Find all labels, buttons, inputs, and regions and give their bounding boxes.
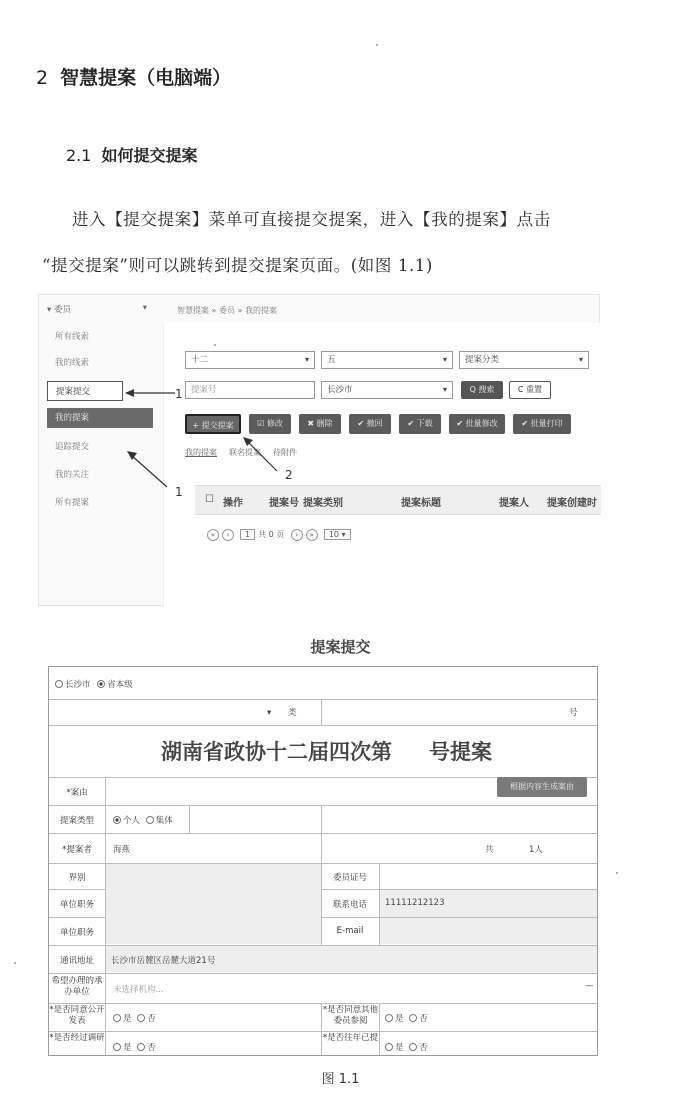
- label-member-id: 委员证号: [332, 873, 367, 883]
- batch-print-button[interactable]: ✔ 批量打印: [513, 414, 571, 434]
- figure-caption: 图 1.1: [321, 1072, 360, 1087]
- scan-speck: [616, 872, 618, 874]
- chevron-down-icon: ▾: [442, 355, 447, 364]
- radio-public-yes[interactable]: [113, 1014, 121, 1022]
- tab-my-proposals[interactable]: 我的提案: [185, 448, 217, 457]
- chevron-down-icon: ▾: [267, 708, 272, 718]
- subsection-number: 2.1: [66, 146, 92, 165]
- download-button[interactable]: ✔ 下载: [399, 414, 441, 434]
- withdraw-button[interactable]: ✔ 撤回: [349, 414, 391, 434]
- sidebar-item-my-follows[interactable]: 我的关注: [55, 470, 90, 480]
- section-title: 智慧提案（电脑端）: [60, 67, 232, 89]
- proposer-value[interactable]: 海燕: [113, 845, 131, 855]
- submit-proposal-button[interactable]: + 提交提案: [185, 414, 241, 434]
- sidebar-item-my-proposals[interactable]: 我的提案: [47, 408, 153, 428]
- delete-button[interactable]: ✖ 删除: [299, 414, 341, 434]
- page-input[interactable]: 1: [240, 529, 255, 540]
- clear-icon[interactable]: —: [585, 981, 594, 991]
- tab-joint-proposals[interactable]: 联名提案: [229, 448, 261, 457]
- radio-collective[interactable]: [146, 816, 154, 824]
- callout-2: 2: [285, 468, 293, 482]
- th-created: 提案创建时: [547, 498, 597, 509]
- scan-speck: [214, 344, 216, 346]
- label-address: 通讯地址: [59, 956, 94, 966]
- arrowhead-icon: [125, 389, 134, 397]
- arrow-to-submit-button: [247, 441, 277, 471]
- edit-button[interactable]: ☑ 修改: [249, 414, 291, 434]
- form-caption-title: 提案提交: [310, 638, 371, 656]
- label-handler-unit: 希望办理的承办单位: [51, 976, 103, 997]
- page-total: 共 0 页: [258, 530, 285, 539]
- generate-subject-button[interactable]: 根据内容生成案由: [497, 777, 587, 797]
- search-button[interactable]: Q 搜索: [461, 381, 503, 399]
- sidebar-item-all-clues[interactable]: 所有线索: [55, 332, 90, 342]
- th-proposer: 提案人: [499, 498, 529, 509]
- label-type: 提案类型: [59, 816, 94, 826]
- last-page-icon[interactable]: »: [306, 529, 318, 541]
- term-select[interactable]: 十二 ▾: [185, 351, 315, 369]
- next-page-icon[interactable]: ›: [291, 529, 303, 541]
- callout-1a: 1: [175, 387, 183, 401]
- other-agree-radio-group: 是 否: [385, 1012, 428, 1024]
- address-value: 长沙市岳麓区岳麓大道21号: [111, 956, 216, 966]
- screenshot-proposal-form: [48, 666, 598, 1056]
- radio-agree-yes[interactable]: [385, 1014, 393, 1022]
- page-size-select[interactable]: 10 ▾: [324, 529, 351, 540]
- callout-1b: 1: [175, 485, 183, 499]
- label-group: 界别: [68, 873, 86, 883]
- proposal-number-input[interactable]: 提案号: [185, 381, 315, 399]
- th-title: 提案标题: [401, 498, 441, 509]
- th-category: 提案类别: [303, 498, 343, 509]
- phone-value: 11111212123: [385, 898, 445, 908]
- scan-speck: [14, 962, 16, 964]
- category-select[interactable]: 提案分类 ▾: [459, 351, 589, 369]
- paragraph-line-1: 进入【提交提案】菜单可直接提交提案，进入【我的提案】点击: [72, 210, 551, 229]
- label-other-agree: *是否同意其他委员参阅: [322, 1005, 379, 1026]
- radio-prior-no[interactable]: [409, 1043, 417, 1051]
- menu-toggle-icon: ▾: [47, 305, 54, 315]
- label-org-post: 单位职务: [59, 900, 94, 910]
- select-all-checkbox[interactable]: ☐: [205, 494, 214, 505]
- section-heading: [36, 63, 231, 90]
- scope-radio-group: 长沙市 省本级: [55, 678, 133, 690]
- subsection-heading: [66, 143, 197, 166]
- batch-edit-button[interactable]: ✔ 批量修改: [449, 414, 505, 434]
- label-email: E-mail: [336, 926, 364, 936]
- chevron-down-icon: ▾: [142, 303, 147, 313]
- radio-changsha[interactable]: [55, 680, 63, 688]
- th-actions: 操作: [223, 498, 243, 509]
- count-value: 1人: [529, 845, 543, 855]
- scan-speck: [376, 44, 378, 46]
- session-select[interactable]: 五 ▾: [321, 351, 453, 369]
- label-unit-title: 单位职务: [59, 928, 94, 938]
- chevron-down-icon: ▾: [578, 355, 583, 364]
- screenshot-my-proposals: [38, 294, 600, 606]
- sidebar-item-track-submit[interactable]: 追踪提交: [55, 442, 90, 452]
- radio-agree-no[interactable]: [409, 1014, 417, 1022]
- number-suffix: 号: [569, 708, 578, 718]
- th-number: 提案号: [269, 498, 299, 509]
- label-prior: *是否往年已提: [322, 1033, 379, 1043]
- investigated-radio-group: 是 否: [113, 1041, 156, 1053]
- proposal-title-right: 号提案: [429, 740, 492, 764]
- prev-page-icon[interactable]: ‹: [222, 529, 234, 541]
- reset-button[interactable]: C 重置: [509, 381, 551, 399]
- annotation-arrows: [39, 295, 601, 607]
- proposal-title-left: 湖南省政协十二届四次第: [161, 740, 392, 764]
- label-public: *是否同意公开发表: [49, 1005, 105, 1026]
- section-number: 2: [36, 67, 49, 89]
- prior-radio-group: 是 否: [385, 1041, 428, 1053]
- subsection-title: 如何提交提案: [101, 146, 198, 165]
- radio-investigated-yes[interactable]: [113, 1043, 121, 1051]
- paragraph-line-2: “提交提案”则可以跳转到提交提案页面。(如图 1.1): [42, 256, 433, 275]
- radio-prior-yes[interactable]: [385, 1043, 393, 1051]
- public-radio-group: 是 否: [113, 1012, 156, 1024]
- sidebar-item-all-proposals[interactable]: 所有提案: [55, 498, 90, 508]
- category-select[interactable]: ▾ 类: [267, 708, 297, 718]
- breadcrumb: 智慧提案 » 委员 » 我的提案: [177, 306, 277, 315]
- label-investigated: *是否经过调研: [49, 1033, 105, 1043]
- radio-provincial[interactable]: [97, 680, 105, 688]
- label-subject: *案由: [66, 788, 88, 798]
- type-radio-group: 个人 集体: [113, 814, 173, 826]
- handler-unit-select[interactable]: 未选择机构...: [113, 985, 164, 995]
- first-page-icon[interactable]: «: [207, 529, 219, 541]
- sidebar-item-my-clues[interactable]: 我的线索: [55, 358, 90, 368]
- label-phone: 联系电话: [332, 900, 367, 910]
- radio-public-no[interactable]: [137, 1014, 145, 1022]
- count-label: 共: [485, 845, 494, 855]
- tab-pending-attachments[interactable]: 待附件: [273, 448, 297, 457]
- sidebar-item-submit-proposal[interactable]: 提案提交: [47, 381, 123, 401]
- arrow-to-my-proposals: [131, 455, 167, 487]
- city-select[interactable]: 长沙市 ▾: [321, 381, 453, 399]
- chevron-down-icon: ▾: [304, 355, 309, 364]
- chevron-down-icon: ▾: [442, 385, 447, 394]
- radio-investigated-no[interactable]: [137, 1043, 145, 1051]
- arrowhead-icon: [243, 437, 253, 446]
- label-proposer: *提案者: [62, 845, 92, 855]
- sidebar-header[interactable]: ▾ 委员 ▾: [47, 303, 147, 315]
- radio-individual[interactable]: [113, 816, 121, 824]
